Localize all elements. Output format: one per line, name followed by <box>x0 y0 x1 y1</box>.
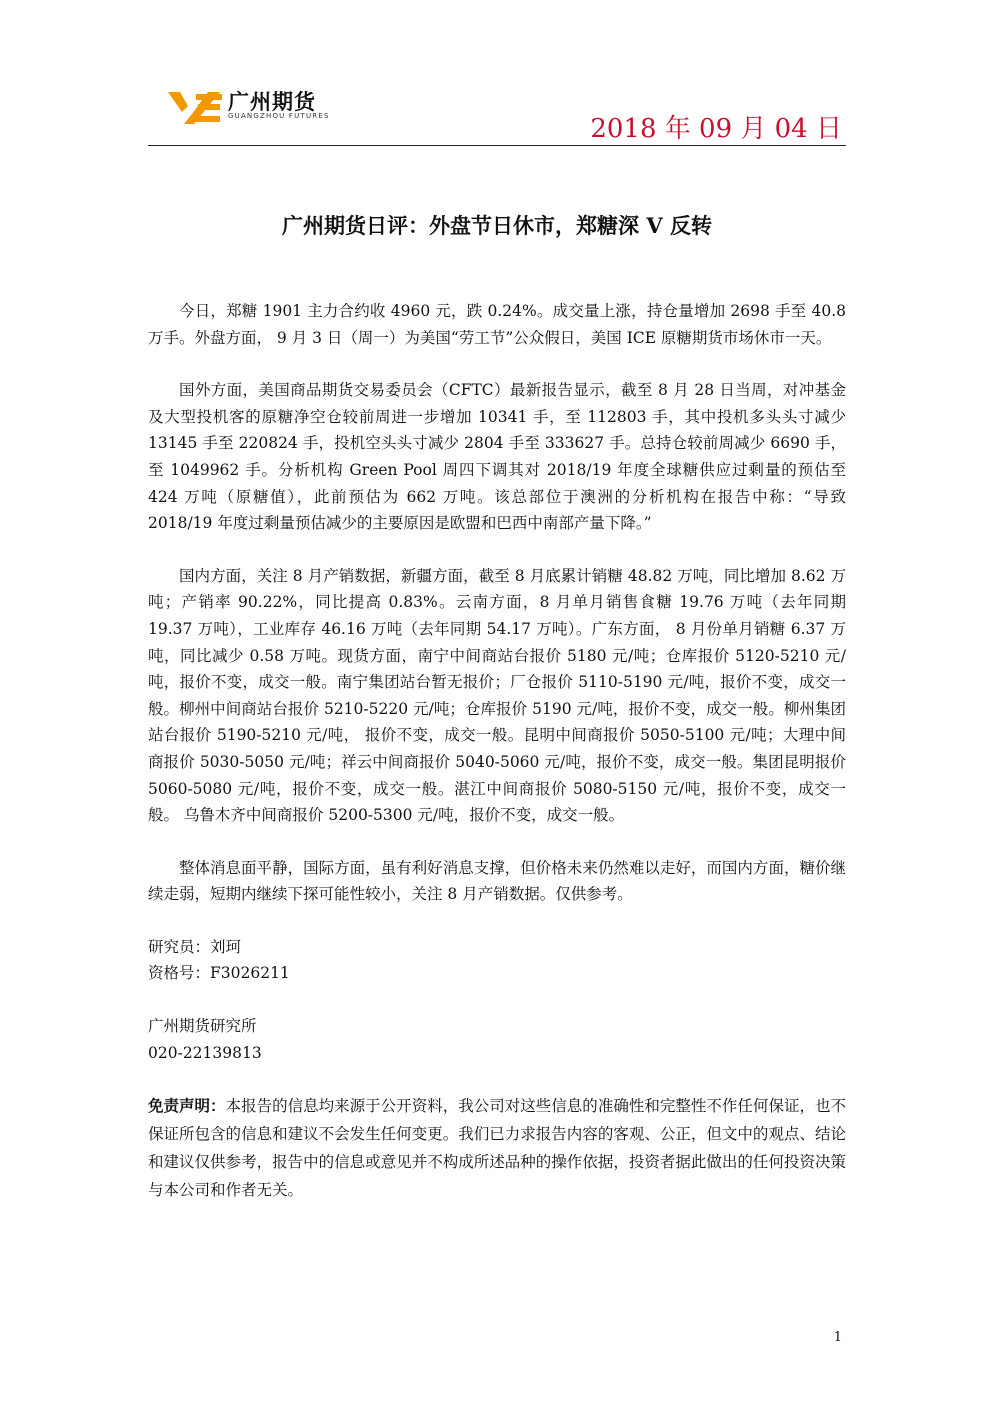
disclaimer-label: 免责声明： <box>148 1096 226 1116</box>
researcher-name: 研究员：刘珂 <box>148 937 242 956</box>
researcher-info <box>148 934 846 987</box>
paragraph-conclusion: 整体消息面平静，国际方面，虽有利好消息支撑，但价格未来仍然难以走好，而国内方面，糖价继续走弱，短期内继续下探可能性较小，关注 8 月产销数据。仅供参考。 <box>148 858 846 904</box>
institute-phone: 020-22139813 <box>148 1043 262 1062</box>
paragraph-international: 国外方面，美国商品期货交易委员会（CFTC）最新报告显示，截至 8 月 28 日当周，对冲基金及大型投机客的原糖净空仓较前周进一步增加 10341 手，至 112803 手，其中投机多头头寸减少 13145 手至 220824 手，投机空头头寸减少 2804 手至 333627 手。总持仓较前周减少 6690 手，至 1049962 手。分析机构 Green Pool 周四下调其对 2018/19 年度全球糖供应过剩量的预估至 424 万吨（原糖值），此前预估为 662 万吨。该总部位于澳洲的分析机构在报告中称：“导致 2018/19 年度过剩量预估减少的主要原因是欧盟和巴西中南部产量下降。” <box>148 381 846 533</box>
paragraph-domestic: 国内方面，关注 8 月产销数据，新疆方面，截至 8 月底累计销糖 48.82 万吨，同比增加 8.62 万吨；产销率 90.22%，同比提高 0.83%。云南方面，8 月单月销售食糖 19.76 万吨（去年同期 19.37 万吨），工业库存 46.16 万吨（去年同期 54.17 万吨）。广东方面， 8 月份单月销糖 6.37 万吨，同比减少 0.58 万吨。现货方面，南宁中间商站台报价 5180 元/吨；仓库报价 5120-5210 元/吨，报价不变，成交一般。南宁集团站台暂无报价；厂仓报价 5110-5190 元/吨，报价不变，成交一般。柳州中间商站台报价 5210-5220 元/吨；仓库报价 5190 元/吨，报价不变，成交一般。柳州集团站台报价 5190-5210 元/吨， 报价不变，成交一般。昆明中间商报价 5050-5100 元/吨；大理中间商报价 5030-5050 元/吨；祥云中间商报价 5040-5060 元/吨，报价不变，成交一般。集团昆明报价 5060-5080 元/吨，报价不变，成交一般。湛江中间商报价 5080-5150 元/吨，报价不变，成交一般。 乌鲁木齐中间商报价 5200-5300 元/吨，报价不变，成交一般。 <box>148 566 846 825</box>
logo-company-en: GUANGZHOU FUTURES <box>228 112 330 120</box>
header-divider <box>148 145 846 146</box>
institute-name: 广州期货研究所 <box>148 1017 257 1036</box>
logo-mark-icon <box>168 88 224 126</box>
institute-info <box>148 1013 846 1066</box>
logo-company-cn: 广州期货 <box>228 90 316 114</box>
page-number: 1 <box>833 1330 842 1345</box>
report-title: 广州期货日评：外盘节日休市，郑糖深 V 反转 <box>282 213 712 238</box>
company-logo <box>168 88 388 128</box>
disclaimer <box>148 1092 846 1204</box>
disclaimer-text: 本报告的信息均来源于公开资料，我公司对这些信息的准确性和完整性不作任何保证，也不保证所包含的信息和建议不会发生任何变更。我们已力求报告内容的客观、公正，但文中的观点、结论和建议仅供参考，报告中的信息或意见并不构成所述品种的操作依据，投资者据此做出的任何投资决策与本公司和作者无关。 <box>148 1097 846 1200</box>
report-body <box>148 298 846 1204</box>
researcher-cert: 资格号：F3026211 <box>148 964 290 983</box>
report-date: 2018 年 09 月 04 日 <box>590 114 842 144</box>
paragraph-market-summary: 今日，郑糖 1901 主力合约收 4960 元，跌 0.24%。成交量上涨，持仓量增加 2698 手至 40.8 万手。外盘方面， 9 月 3 日（周一）为美国“劳工节”公众假日，美国 ICE 原糖期货市场休市一天。 <box>148 302 846 347</box>
